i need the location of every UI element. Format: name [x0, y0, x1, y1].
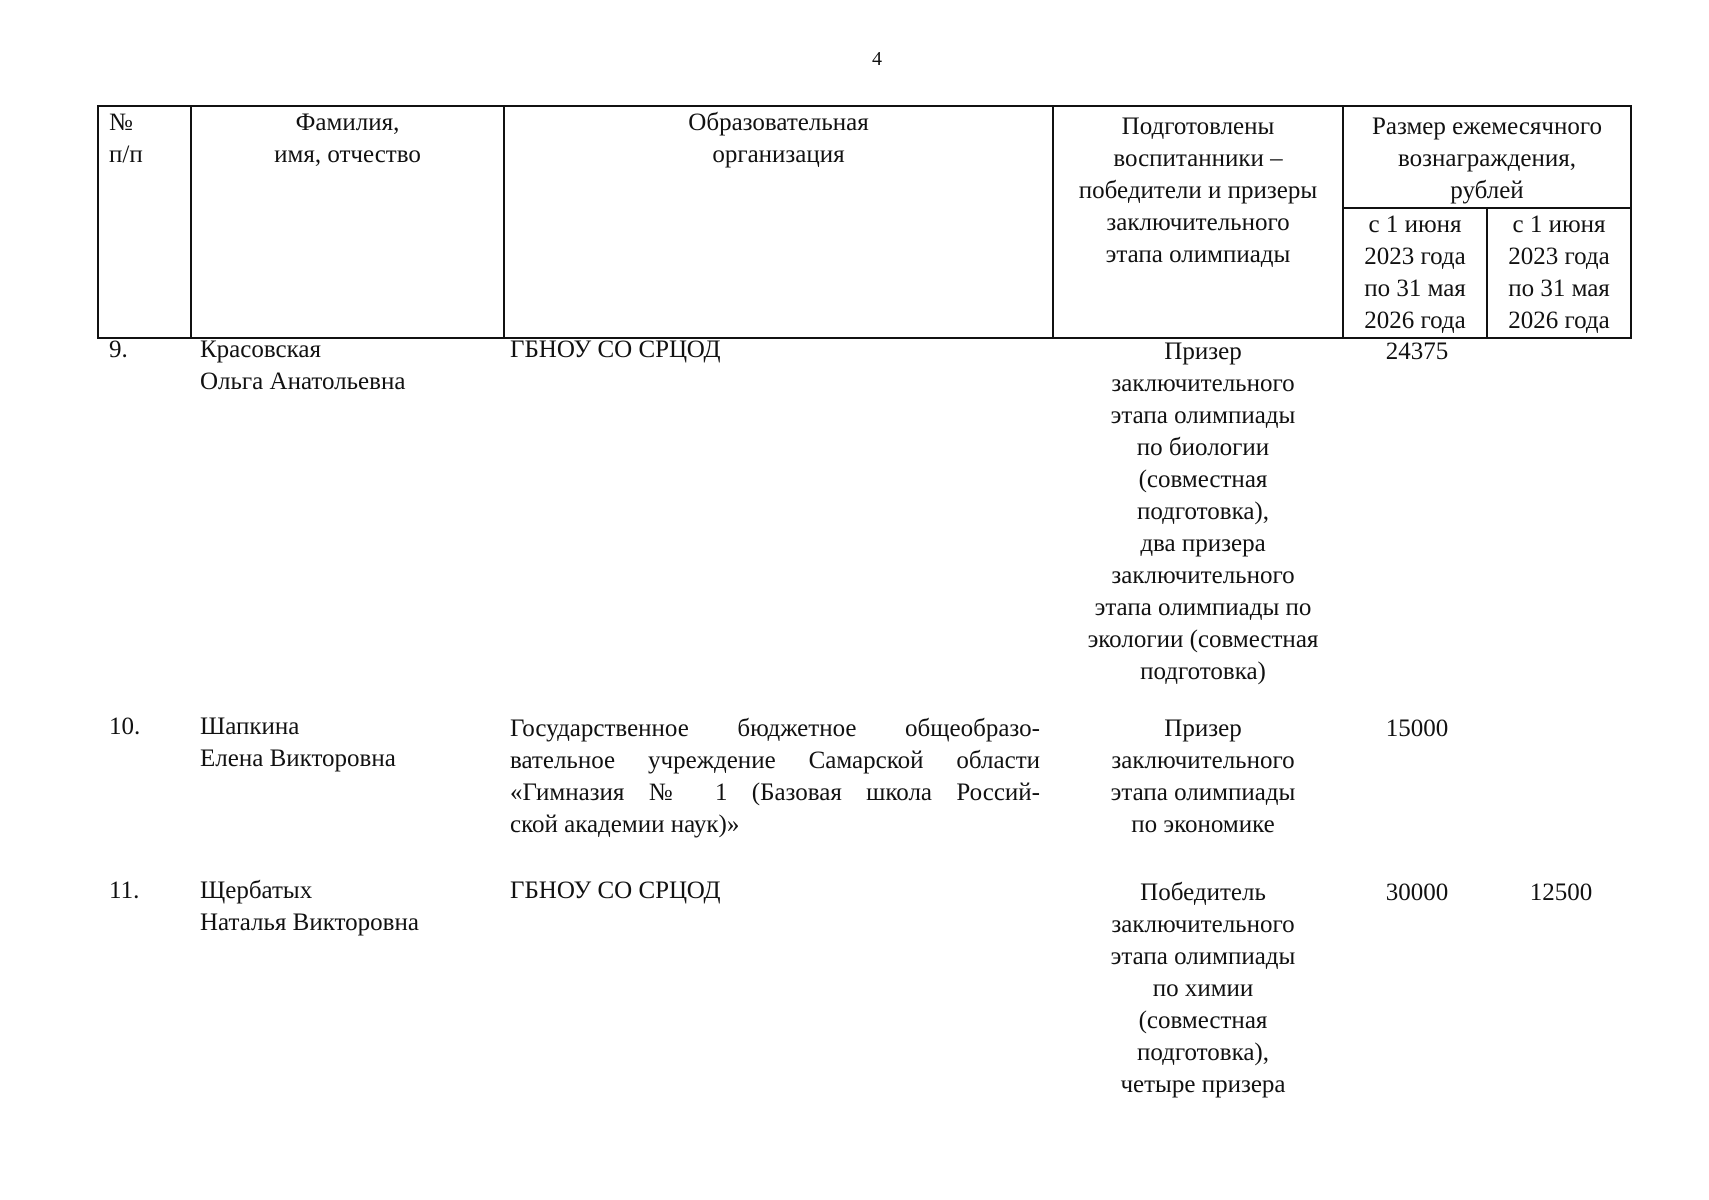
- header-period-2: с 1 июня 2023 года по 31 мая 2026 года: [1487, 208, 1631, 338]
- table-header: [97, 105, 1632, 339]
- row-prepared: Победитель заключительного этапа олимпиады по химии (совместная подготовка), четыре призера: [1110, 879, 1296, 1098]
- row-number: 9.: [109, 336, 128, 363]
- row-amount-1: 15000: [1385, 715, 1449, 742]
- row-org: ГБНОУ СО СРЦОД: [510, 877, 721, 904]
- row-name: Шапкина Елена Викторовна: [200, 713, 396, 772]
- page-number: 4: [872, 48, 882, 70]
- row-amount-2: 12500: [1529, 879, 1593, 906]
- header-org: Образовательная организация: [504, 106, 1053, 338]
- header-num: № п/п: [98, 106, 191, 338]
- row-amount-1: 30000: [1385, 879, 1449, 906]
- header-reward: Размер ежемесячного вознаграждения, рублей: [1343, 106, 1631, 208]
- header-prepared: Подготовлены воспитанники – победители и призеры заключительного этапа олимпиады: [1053, 106, 1343, 338]
- row-org: Государственное бюджетное общеобразо- вательное учреждение Самарской области «Гимназия № 1 (Базовая школа Россий- ской академии наук)»: [510, 715, 1040, 838]
- row-number: 11.: [109, 877, 140, 904]
- row-prepared: Призер заключительного этапа олимпиады по биологии (совместная подготовка), два призера заключительного этапа олимпиады по экологии (совместная подготовка): [1087, 338, 1319, 685]
- row-prepared: Призер заключительного этапа олимпиады по экономике: [1110, 715, 1296, 838]
- row-org: ГБНОУ СО СРЦОД: [510, 336, 721, 363]
- row-name: Красовская Ольга Анатольевна: [200, 336, 406, 395]
- row-name: Щербатых Наталья Викторовна: [200, 877, 419, 936]
- row-amount-1: 24375: [1385, 338, 1449, 365]
- header-name: Фамилия, имя, отчество: [191, 106, 504, 338]
- row-number: 10.: [109, 713, 141, 740]
- header-period-1: с 1 июня 2023 года по 31 мая 2026 года: [1343, 208, 1487, 338]
